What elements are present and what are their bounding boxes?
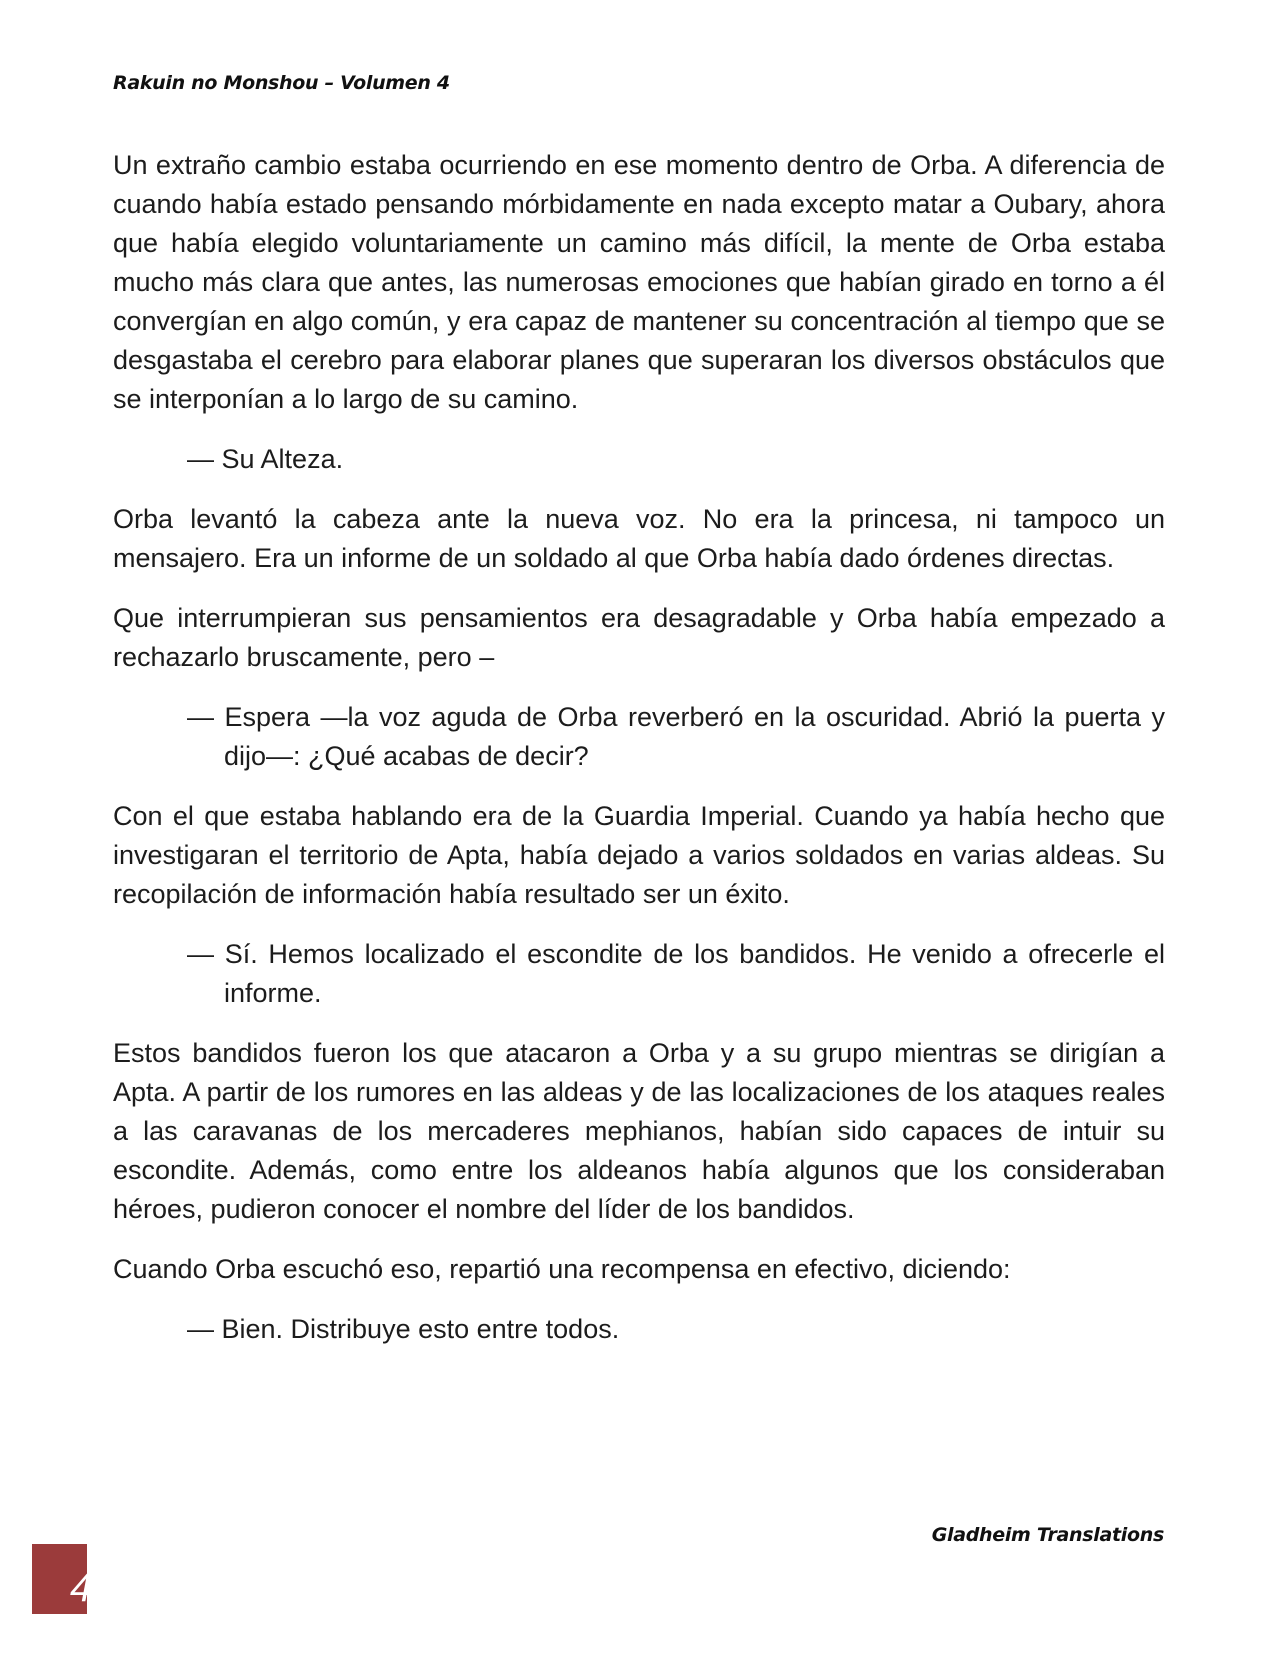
page-number-rule (32, 1612, 87, 1614)
paragraph: Con el que estaba hablando era de la Guardia Imperial. Cuando ya había hecho que investigaran el territorio de Apta, había dejado a varios soldados en varias aldeas. Su recopilación de información había resultado ser un éxito. (113, 801, 1165, 909)
paragraph: Que interrumpieran sus pensamientos era desagradable y Orba había empezado a rechazarlo bruscamente, pero – (113, 603, 1165, 672)
paragraph: Cuando Orba escuchó eso, repartió una recompensa en efectivo, diciendo: (113, 1254, 1011, 1284)
page-number-box (32, 1544, 93, 1613)
paragraph: Un extraño cambio estaba ocurriendo en ese momento dentro de Orba. A diferencia de cuando había estado pensando mórbidamente en nada excepto matar a Oubary, ahora que había elegido voluntariamente un camino más difícil, la mente de Orba estaba mucho más clara que antes, las numerosas emociones que habían girado en torno a él convergían en algo común, y era capaz de mantener su concentración al tiempo que se desgastaba el cerebro para elaborar planes que superaran los diversos obstáculos que se interponían a lo largo de su camino. (113, 150, 1165, 414)
paragraph: Orba levantó la cabeza ante la nueva voz. No era la princesa, ni tampoco un mensajero. Era un informe de un soldado al que Orba había dado órdenes directas. (113, 504, 1165, 573)
dialogue-line: — Su Alteza. (187, 444, 344, 474)
dialogue-line: — Bien. Distribuye esto entre todos. (187, 1314, 620, 1344)
paragraph: Estos bandidos fueron los que atacaron a Orba y a su grupo mientras se dirigían a Apta. A partir de los rumores en las aldeas y de las localizaciones de los ataques reales a las caravanas de los mercaderes mephianos, habían sido capaces de intuir su escondite. Además, como entre los aldeanos había algunos que los consideraban héroes, pudieron conocer el nombre del líder de los bandidos. (113, 1038, 1165, 1224)
footer-credit: Gladheim Translations (931, 1524, 1164, 1546)
running-header: Rakuin no Monshou – Volumen 4 (113, 72, 450, 94)
page-number: 4 (70, 1566, 93, 1610)
page-body (113, 146, 1165, 1370)
dialogue-line: — Espera —la voz aguda de Orba reverberó en la oscuridad. Abrió la puerta y dijo—: ¿Qué acabas de decir? (187, 702, 1165, 771)
dialogue-line: — Sí. Hemos localizado el escondite de los bandidos. He venido a ofrecerle el informe. (187, 939, 1165, 1008)
